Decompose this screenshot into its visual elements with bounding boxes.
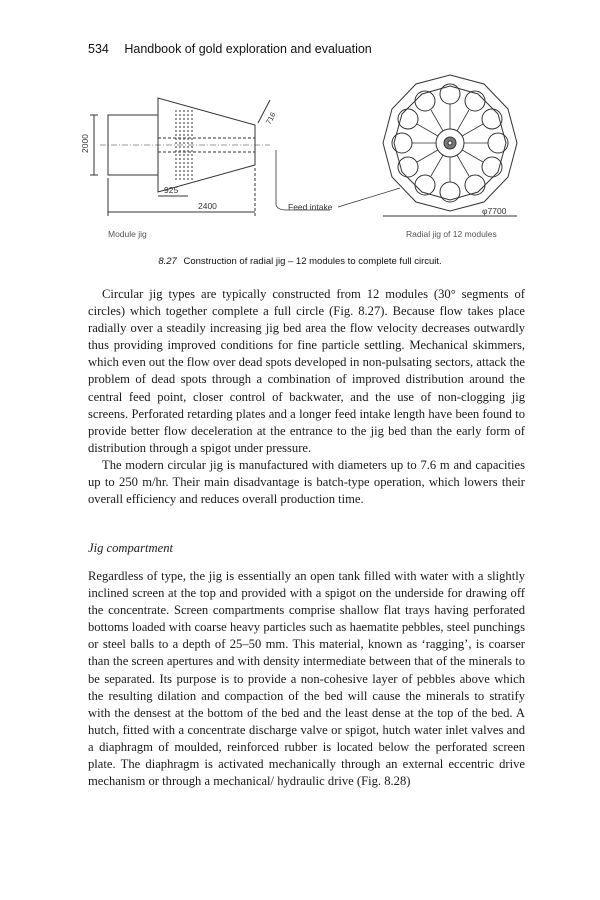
label-radial-jig: Radial jig of 12 modules [406,229,497,239]
page-number: 534 [88,42,109,56]
dim-label-2400: 2400 [198,201,217,211]
compartment-2 [465,91,485,111]
module-jig-drawing [90,98,270,216]
dim-label-2000: 2000 [80,134,90,153]
figure-caption-text: Construction of radial jig – 12 modules to complete full circuit. [183,256,442,267]
figure-number: 8.27 [158,256,177,267]
compartment-7 [440,182,460,202]
subheading-jig-compartment: Jig compartment [88,541,173,555]
compartment-10 [392,133,412,153]
running-title: Handbook of gold exploration and evaluation [124,42,372,56]
radial-jig-drawing [383,75,517,216]
paragraph-1: Circular jig types are typically constructed from 12 modules (30° segments of circles) which together complete a full circle (Fig. 8.27). Because flow takes place radially over a steadily increasing jig bed area the flow velocity decreases outwardly thus providing improved conditions for fine particle settling. Mechanical skimmers, which even out the flow over dead spots developed in non-pulsating sectors, attack the problem of dead spots through a combination of improved distribution around the central feed point, closer control of backwater, and the use of non-clogging jig screens. Perforated retarding plates and a longer feed intake length have been found to provide better flow deceleration at the entrance to the jig bed than the early form of distribution through a spigot under pressure. [88,287,525,455]
feed-intake-leader [276,150,330,210]
dim-label-716: 716 [263,110,278,126]
feed-intake-pointer [338,188,400,207]
compartment-4 [488,133,508,153]
paragraph-3: Regardless of type, the jig is essentially an open tank filled with water with a slightly inclined screen at the top and provided with a spigot on the underside for drawing off the concentrate. Screen compartments comprise shallow flat trays having perforated bottoms loaded with coarse heavy particles such as haematite pebbles, steel punchings or steel balls to a depth of 25–50 mm. This material, known as ‘ragging’, is coarser than the screen apertures and with density intermediate between that of the minerals to be separated. Its purpose is to provide a non-cohesive layer of pebbles above which the resulting dilation and compaction of the bed will cause the minerals to stratify with the densest at the bottom of the bed and the least dense at the top of the bed. A hutch, fitted with a concentrate discharge valve or spigot, hutch water inlet valves and a diaphragm of moulded, reinforced rubber is located below the perforated screen plate. The diaphragm is activated mechanically through an external eccentric drive mechanism or through a mechanical/ hydraulic drive (Fig. 8.28) [88,569,525,789]
compartment-8 [415,175,435,195]
running-header [88,42,372,56]
dim-label-925: 925 [164,185,179,195]
dim-label-7700: φ7700 [482,206,507,216]
compartment-1 [440,84,460,104]
body-section-1 [88,286,525,508]
figure-radial-jig [80,70,530,250]
label-feed-intake: Feed intake [288,202,333,212]
body-section-2 [88,568,525,790]
radial-jig-hub-dot [448,141,452,145]
label-module-jig: Module jig [108,229,147,239]
figure-caption [0,256,600,267]
compartment-6 [465,175,485,195]
paragraph-2: The modern circular jig is manufactured with diameters up to 7.6 m and capacities up to 250 m/hr. Their main disadvantage is batch-type operation, which lowers their overall efficiency and reduces overall production time. [88,457,525,507]
compartment-12 [415,91,435,111]
